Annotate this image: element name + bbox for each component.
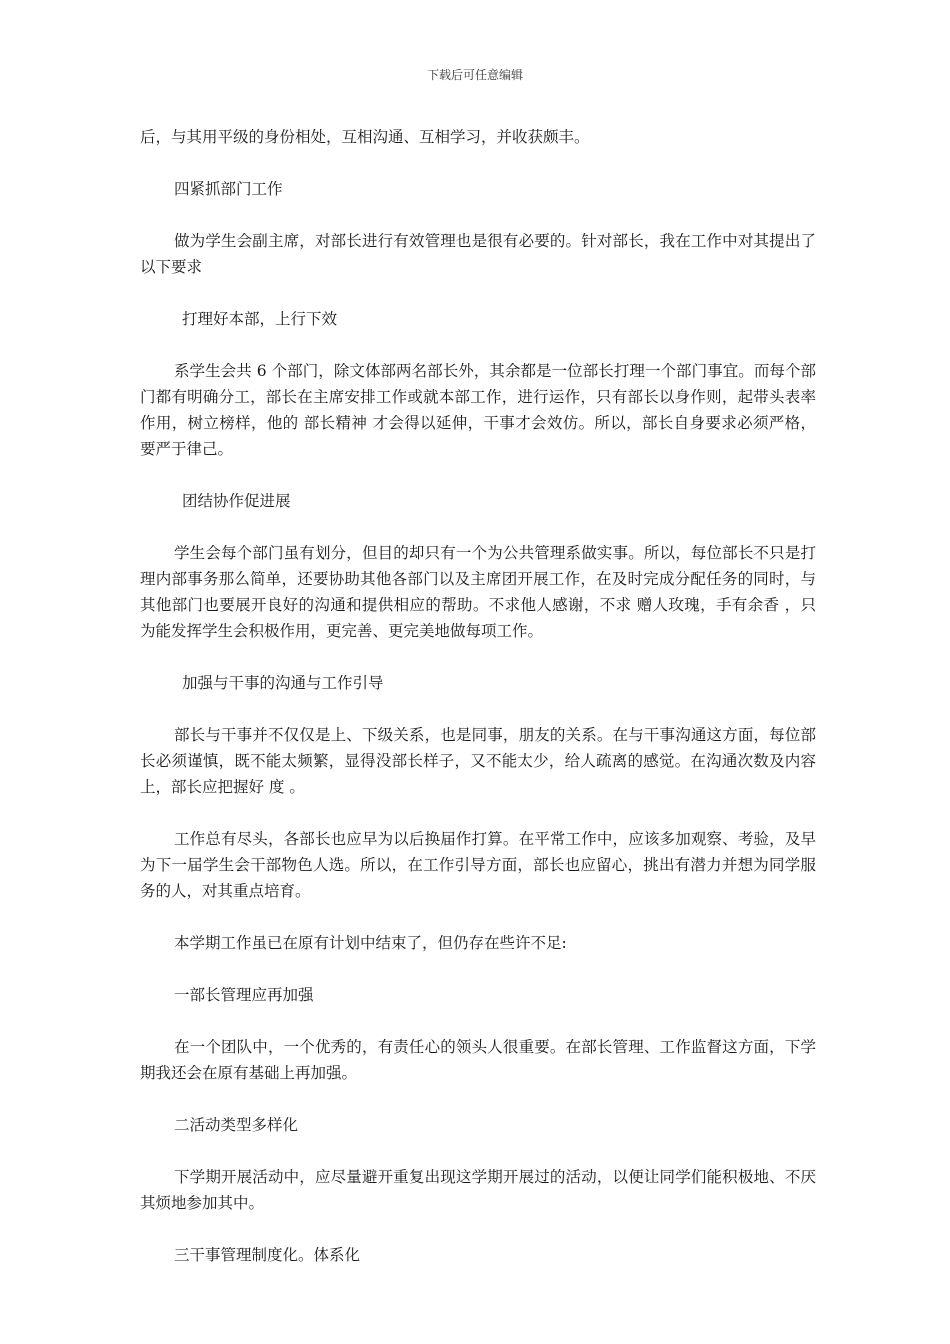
paragraph: 部长与干事并不仅仅是上、下级关系，也是同事，朋友的关系。在与干事沟通这方面，每位部长必须谨慎，既不能太频繁，显得没部长样子，又不能太少，给人疏离的感觉。在沟通次数及内容上，部长应把握好 度 。 (140, 726, 816, 796)
sub-heading: 打理好本部，上行下效 (182, 310, 338, 328)
document-body (140, 124, 816, 1294)
paragraph: 本学期工作虽已在原有计划中结束了，但仍存在些许不足: (174, 934, 567, 952)
paragraph: 工作总有尽头，各部长也应早为以后换届作打算。在平常工作中，应该多加观察、考验，及早为下一届学生会干部物色人选。所以，在工作引导方面，部长也应留心，挑出有潜力并想为同学服务的人，对其重点培育。 (140, 830, 816, 900)
sub-heading: 加强与干事的沟通与工作引导 (182, 674, 384, 692)
section-heading: 四紧抓部门工作 (174, 180, 283, 198)
section-heading: 二活动类型多样化 (174, 1116, 299, 1134)
paragraph: 系学生会共 6 个部门，除文体部两名部长外，其余都是一位部长打理一个部门事宜。而每个部门都有明确分工，部长在主席安排工作或就本部工作，进行运作，只有部长以身作则，起带头表率作用，树立榜样，他的 部长精神 才会得以延伸，干事才会效仿。所以，部长自身要求必须严格，要严于律己。 (140, 362, 816, 458)
paragraph: 做为学生会副主席，对部长进行有效管理也是很有必要的。针对部长，我在工作中对其提出了以下要求 (140, 232, 816, 276)
section-heading: 一部长管理应再加强 (174, 986, 314, 1004)
paragraph: 学生会每个部门虽有划分，但目的却只有一个为公共管理系做实事。所以，每位部长不只是打理内部事务那么简单，还要协助其他各部门以及主席团开展工作，在及时完成分配任务的同时，与其他部门也要展开良好的沟通和提供相应的帮助。不求他人感谢，不求 赠人玫瑰，手有余香 ，只为能发挥学生会积极作用，更完善、更完美地做每项工作。 (140, 544, 816, 640)
paragraph: 下学期开展活动中，应尽量避开重复出现这学期开展过的活动，以便让同学们能积极地、不厌其烦地参加其中。 (140, 1168, 816, 1212)
section-heading: 三干事管理制度化。体系化 (174, 1246, 361, 1264)
page-header: 下载后可任意编辑 (426, 68, 523, 82)
sub-heading: 团结协作促进展 (182, 492, 291, 510)
paragraph: 后，与其用平级的身份相处，互相沟通、互相学习，并收获颇丰。 (140, 128, 590, 146)
paragraph: 在一个团队中，一个优秀的，有责任心的领头人很重要。在部长管理、工作监督这方面，下学期我还会在原有基础上再加强。 (140, 1038, 816, 1082)
